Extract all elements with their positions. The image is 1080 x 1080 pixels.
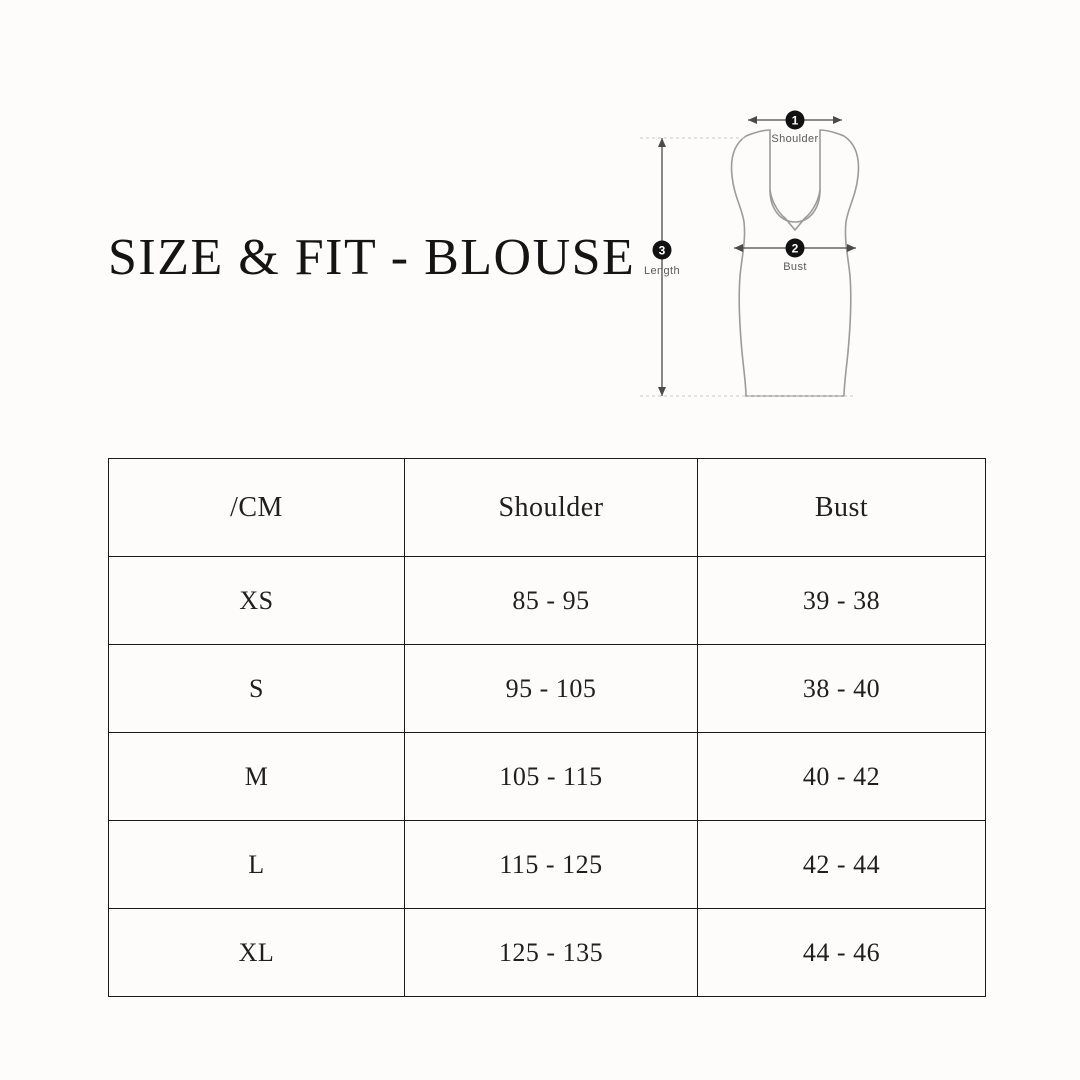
column-header-bust: Bust [698,459,986,557]
table-row [109,733,986,821]
cell-shoulder: 95 - 105 [405,645,698,733]
column-header-size: /CM [109,459,405,557]
cell-size: L [109,821,405,909]
cell-bust: 40 - 42 [698,733,986,821]
column-header-shoulder: Shoulder [405,459,698,557]
cell-shoulder: 115 - 125 [405,821,698,909]
blouse-measurement-diagram [620,90,960,420]
cell-shoulder: 105 - 115 [405,733,698,821]
marker-1-number: 1 [791,113,799,128]
page-title: SIZE & FIT - BLOUSE [108,229,636,286]
marker-3-label: Length [643,265,681,277]
size-chart-table [108,458,986,997]
cell-size: S [109,645,405,733]
table-row [109,645,986,733]
cell-bust: 44 - 46 [698,909,986,997]
cell-shoulder: 125 - 135 [405,909,698,997]
cell-size: M [109,733,405,821]
table-header-row [109,459,986,557]
marker-3-number: 3 [658,243,666,258]
table-row [109,557,986,645]
cell-bust: 38 - 40 [698,645,986,733]
cell-bust: 39 - 38 [698,557,986,645]
marker-2-label: Bust [783,261,807,273]
cell-shoulder: 85 - 95 [405,557,698,645]
marker-1-label: Shoulder [771,133,819,145]
cell-size: XS [109,557,405,645]
table-row [109,821,986,909]
cell-size: XL [109,909,405,997]
cell-bust: 42 - 44 [698,821,986,909]
table-row [109,909,986,997]
marker-2-number: 2 [791,241,799,256]
